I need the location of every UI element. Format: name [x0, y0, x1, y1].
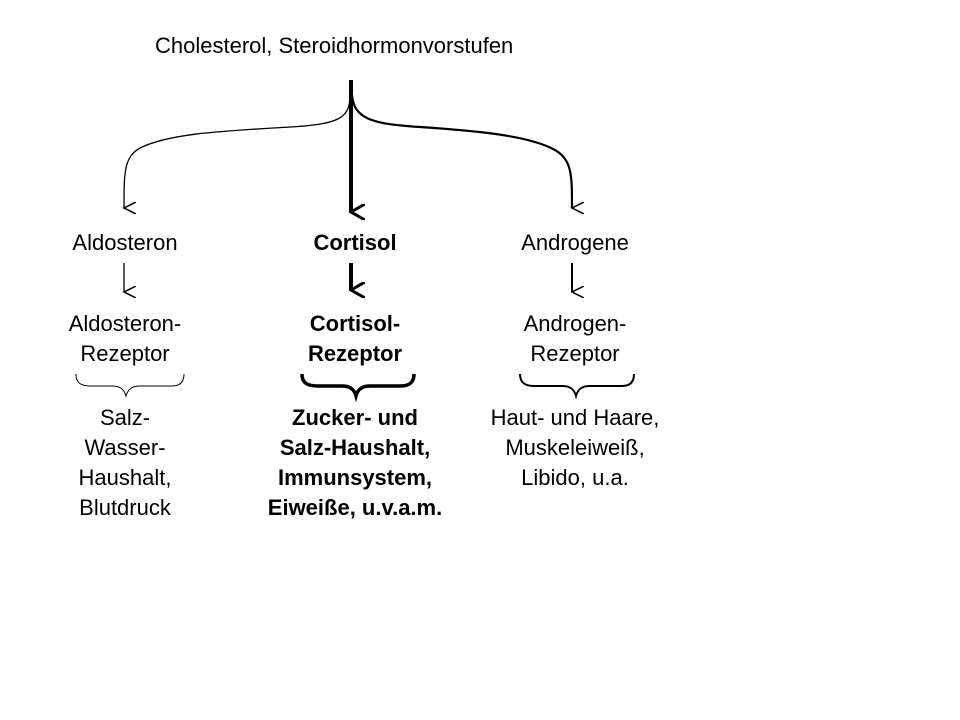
receptor-line: Cortisol- — [309, 311, 401, 336]
receptor-line: Aldosteron- — [68, 311, 182, 336]
receptor-line: Rezeptor — [307, 341, 403, 366]
receptor-line: Rezeptor — [80, 341, 170, 366]
brace-right — [520, 374, 634, 396]
effect-line: Zucker- und — [292, 405, 418, 430]
effect-line: Immunsystem, — [277, 465, 433, 490]
brace-left — [76, 374, 184, 396]
effects-androgene — [470, 403, 680, 493]
effect-line: Eiweiße, u.v.a.m. — [267, 495, 443, 520]
receptor-aldosteron — [40, 309, 210, 369]
effect-line: Haut- und Haare, — [490, 405, 660, 430]
receptor-line: Rezeptor — [530, 341, 620, 366]
hormone-androgene: Androgene — [521, 230, 629, 255]
source-label: Cholesterol, Steroidhormonvorstufen — [155, 33, 514, 58]
branch-arrow-right — [352, 95, 572, 208]
effects-cortisol — [255, 403, 455, 523]
hormone-cortisol: Cortisol — [313, 230, 397, 255]
effect-line: Wasser- — [84, 435, 166, 460]
hormone-aldosteron: Aldosteron — [72, 230, 178, 255]
branch-arrow-left — [124, 80, 350, 208]
effect-line: Haushalt, — [78, 465, 172, 490]
effect-line: Blutdruck — [79, 495, 171, 520]
effect-line: Salz-Haushalt, — [279, 435, 431, 460]
receptor-cortisol — [255, 309, 455, 369]
effect-line: Muskeleiweiß, — [505, 435, 645, 460]
receptor-androgen — [470, 309, 680, 369]
effect-line: Libido, u.a. — [521, 465, 629, 490]
brace-center — [302, 374, 414, 396]
receptor-line: Androgen- — [523, 311, 627, 336]
effect-line: Salz- — [99, 405, 151, 430]
effects-aldosteron — [40, 403, 210, 523]
